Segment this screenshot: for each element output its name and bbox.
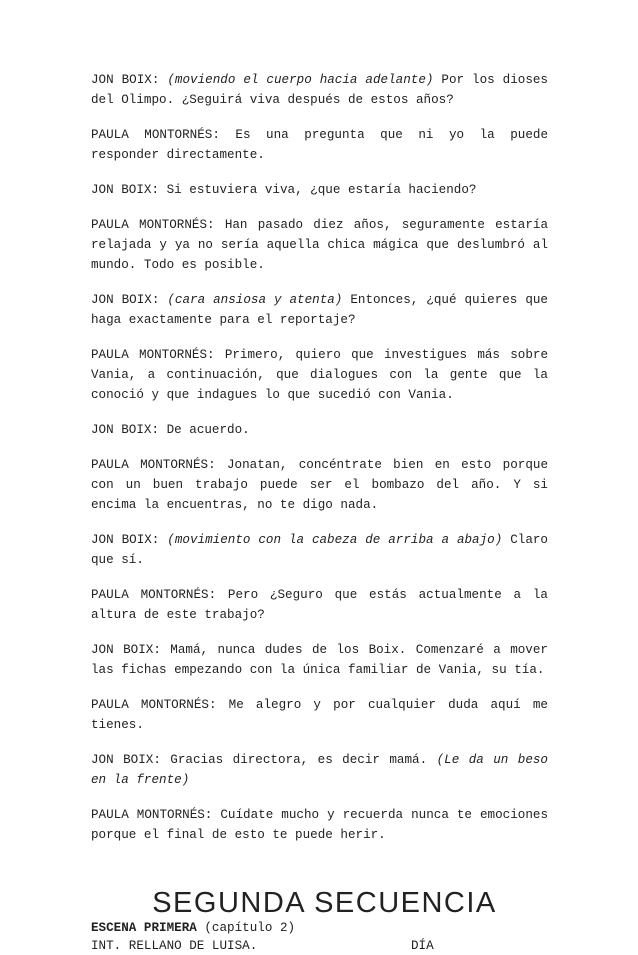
dialogue-line: [91, 420, 548, 440]
speaker-name: JON BOIX:: [91, 73, 160, 87]
dialogue-line: [91, 695, 548, 735]
dialogue-line: [91, 530, 548, 570]
speaker-name: JON BOIX:: [91, 533, 160, 547]
dialogue-text: Gracias directora, es decir mamá.: [160, 753, 437, 767]
stage-direction: (cara ansiosa y atenta): [167, 293, 343, 307]
dialogue-line: [91, 290, 548, 330]
dialogue-line: [91, 640, 548, 680]
speaker-name: PAULA MONTORNÉS:: [91, 698, 217, 712]
dialogue-line: [91, 215, 548, 275]
dialogue-text: Pero ¿Seguro que estás actualmente a la altura de este trabajo?: [91, 588, 548, 622]
dialogue-line: [91, 455, 548, 515]
speaker-name: JON BOIX:: [91, 183, 160, 197]
scene-chapter: (capítulo 2): [196, 921, 296, 935]
dialogue-text: Claro que sí.: [91, 533, 548, 567]
dialogue-line: [91, 805, 548, 845]
stage-direction: (moviendo el cuerpo hacia adelante): [167, 73, 434, 87]
scene-time: DÍA: [411, 939, 434, 953]
dialogue-text: Han pasado diez años, seguramente estaría relajada y ya no sería aquella chica mágica que deslumbró al mundo. Todo es posible.: [91, 218, 548, 272]
dialogue-text: Entonces, ¿qué quieres que haga exactamente para el reportaje?: [91, 293, 548, 327]
speaker-name: JON BOIX:: [91, 753, 161, 767]
speaker-name: PAULA MONTORNÉS:: [91, 218, 215, 232]
dialogue-text: De acuerdo.: [159, 423, 250, 437]
speaker-name: PAULA MONTORNÉS:: [91, 588, 217, 602]
speaker-name: JON BOIX:: [91, 293, 160, 307]
speaker-name: PAULA MONTORNÉS:: [91, 128, 220, 142]
stage-direction: (movimiento con la cabeza de arriba a abajo): [167, 533, 503, 547]
speaker-name: PAULA MONTORNÉS:: [91, 348, 215, 362]
dialogue-text: Primero, quiero que investigues más sobre Vania, a continuación, que dialogues con la gente que la conoció y que indagues lo que sucedió con Vania.: [91, 348, 548, 402]
dialogue-line: [91, 585, 548, 625]
speaker-name: JON BOIX:: [91, 643, 161, 657]
sequence-title: SEGUNDA SECUENCIA: [152, 887, 497, 919]
stage-direction: (Le da un beso en la frente): [91, 753, 548, 787]
scene-slugline: [91, 937, 548, 955]
dialogue-line: [91, 345, 548, 405]
scene-heading: [91, 919, 548, 937]
dialogue-line: [91, 70, 548, 110]
speaker-name: PAULA MONTORNÉS:: [91, 458, 216, 472]
speaker-name: PAULA MONTORNÉS:: [91, 808, 213, 822]
dialogue-text: Jonatan, concéntrate bien en esto porque con un buen trabajo puede ser el bombazo del año. Y si encima la encuentras, no te digo nada.: [91, 458, 549, 512]
scene-label: ESCENA PRIMERA: [91, 921, 197, 935]
dialogue-text: Si estuviera viva, ¿que estaría haciendo?: [159, 183, 477, 197]
dialogue-text: Cuídate mucho y recuerda nunca te emociones porque el final de esto te puede herir.: [91, 808, 549, 842]
dialogue-line: [91, 125, 548, 165]
dialogue-line: [91, 180, 548, 200]
dialogue-text: Es una pregunta que ni yo la puede responder directamente.: [91, 128, 548, 162]
dialogue-line: [91, 750, 548, 790]
dialogue-text: Mamá, nunca dudes de los Boix. Comenzaré a mover las fichas empezando con la única familiar de Vania, su tía.: [91, 643, 548, 677]
dialogue-text: Por los dioses del Olimpo. ¿Seguirá viva después de estos años?: [91, 73, 548, 107]
speaker-name: JON BOIX:: [91, 423, 160, 437]
dialogue-text: Me alegro y por cualquier duda aquí me tienes.: [91, 698, 548, 732]
scene-location: INT. RELLANO DE LUISA.: [91, 939, 258, 953]
script-page: [91, 70, 548, 955]
